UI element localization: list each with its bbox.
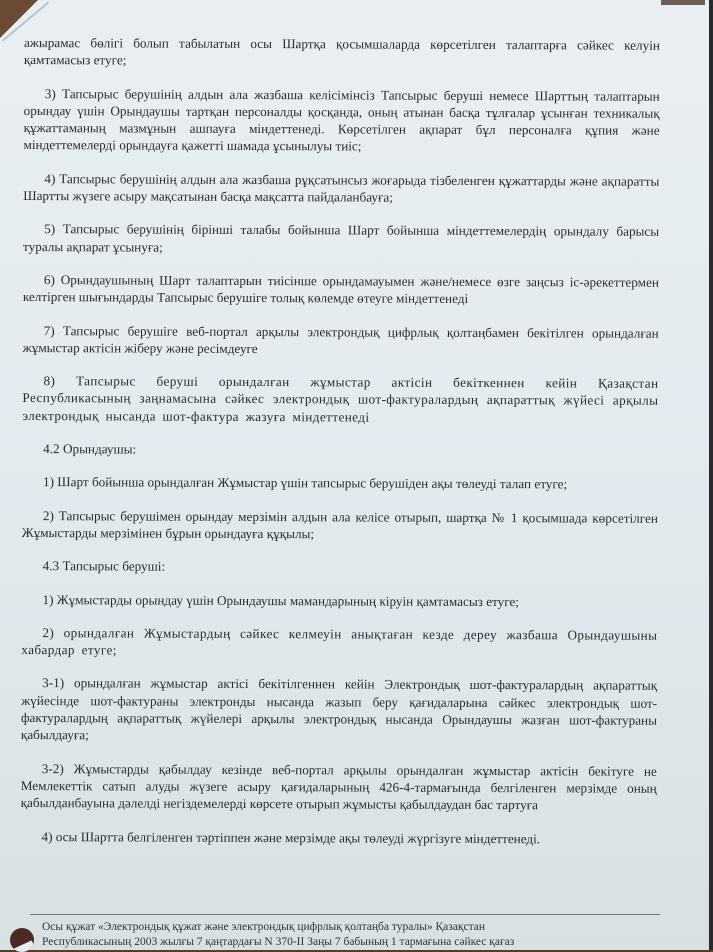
section-4-3-item-3-2: 3-2) Жұмыстарды қабылдау кезінде веб-портал арқылы орындалған жұмыстар актісін бекітуге не Мемлекеттік сатып алуды жүзеге асыру қағидаларының 426-4-тармағында белгіленген мерзімде оның қабылданбауына дәлелді негіздемелерді көрсете отырып жұмысты қабылдаудан бас тартуға [20,760,657,813]
paragraph-item-8: 8) Тапсырыс беруші орындалған жұмыстар актісін бекіткеннен кейін Қазақстан Республикасының заңнамасына сәйкес электрондық шот-фактуралардың ақпараттық жүйесі арқылы электрондық нысанда шот-фактура жазуға міндеттенеді [22,373,659,425]
paragraph-item-7: 7) Тапсырыс берушіге веб-портал арқылы электрондық цифрлық қолтаңбамен бекітілген орындалған жұмыстар актісін жіберу және ресімдеуге [22,322,659,356]
photo-background-corner [0,0,38,38]
section-4-3-item-4: 4) осы Шартта белгіленген тәртіппен және мерзімде ақы төлеуді жүргізуге міндеттенеді. [41,828,541,846]
paragraph-item-5: 5) Тапсырыс берушінің бірінші талабы бойынша Шарт бойынша міндеттемелердің орындалу барысы туралы ақпарат ұсынуға; [23,221,660,255]
paragraph-item-6: 6) Орындаушының Шарт талаптарын тиісінше орындамауымен және/немесе өзге заңсыз іс-әрекеттермен келтірген шығындарды Тапсырыс берушіге толық көлемде өтеуге міндеттенеді [22,272,659,307]
footer-notice [42,920,682,949]
photo-background-edge [661,0,705,5]
footer-divider [30,914,660,915]
paragraph-item-3: 3) Тапсырыс берушінің алдын ала жазбаша келісімінсіз Тапсырыс беруші немесе Шарттың талаптарын орындау үшін Орындаушы тартқан персоналды қосқанда, оның атынан басқа тұлғалар ұсынған техникалық құжаттаманың мазмұнын ашпауға міндеттенеді. Көрсетілген ақпарат бұл персоналға құпия және міндеттемелерді орындауға қажетті шамада ұсынылуы тиіс; [23,85,660,154]
section-4-3-item-2: 2) орындалған Жұмыстардың сәйкес келмеуін анықтаған кезде дереу жазбаша Орындаушыны хабардар етуге; [21,624,658,658]
section-4-2-item-1: 1) Шарт бойынша орындалған Жұмыстар үшін тапсырыс берушіден ақы төлеуді талап етуге; [43,474,568,492]
section-4-3-item-3-1: 3-1) орындалған жұмыстар актісі бекітілгеннен кейін Электрондық шот-фактуралардың ақпараттық жүйесінде шот-фактураны электронды нысанда жазып беру қағидаларына сәйкес электрондық шот-фактуралардың ақпараттық жүйелері арқылы электрондық нысанда Орындаушы жазған шот-фактураны қабылдауға; [20,675,658,743]
paragraph-item-4: 4) Тапсырыс берушінің алдын ала жазбаша рұқсатынсыз жоғарыда тізбеленген құжаттарды және ақпаратты Шартты жүзеге асыру мақсатынан басқа мақсатта пайдаланбауға; [23,170,660,205]
section-4-3-item-1: 1) Жұмыстарды орындау үшін Орындаушы мамандарының кіруін қамтамасыз етуге; [42,591,520,609]
paragraph-intro: ажырамас бөлігі болып табылатын осы Шартқа қосымшаларда көрсетілген талаптарға сәйкес келуін қамтамасыз етуге; [23,34,660,68]
footer-line-1: Осы құжат «Электрондық құжат және электрондық цифрлық қолтаңба туралы» Қазақстан [42,921,486,933]
document-footer [0,906,713,950]
section-heading-4-3: 4.3 Тапсырыс беруші: [42,558,166,574]
photo-right-edge [709,0,713,950]
egov-logo-icon [10,928,34,952]
footer-line-2: Республикасының 2003 жылғы 7 қаңтардағы N 370-II Заңы 7 бабының 1 тармағына сәйкес қағаз [42,935,515,948]
section-4-2-item-2: 2) Тапсырыс берушімен орындау мерзімін алдын ала келісе отырып, шартқа № 1 қосымшада көрсетілген Жұмыстарды мерзімінен бұрын орындауға құқылы; [21,507,658,542]
section-heading-4-2: 4.2 Орындаушы: [43,441,137,457]
document-body [20,34,660,864]
